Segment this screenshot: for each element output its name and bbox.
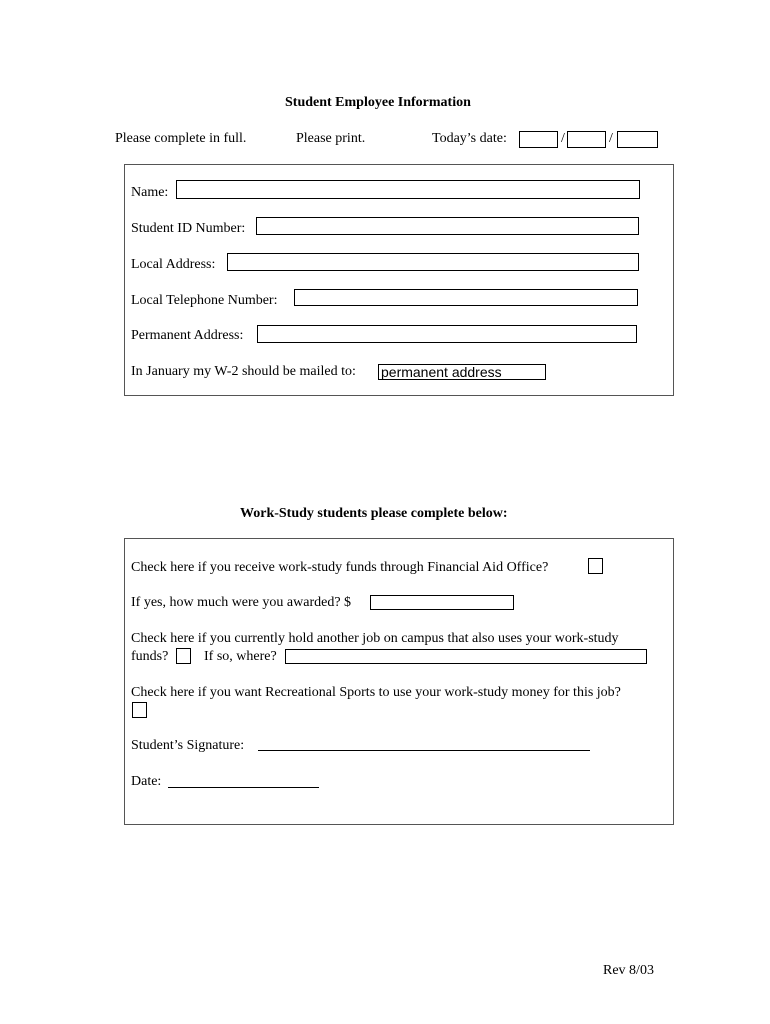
student-id-field[interactable] <box>256 217 639 235</box>
name-label: Name: <box>131 185 169 200</box>
form-title: Student Employee Information <box>285 95 471 110</box>
name-field[interactable] <box>176 180 640 199</box>
permanent-address-label: Permanent Address: <box>131 328 244 343</box>
date-separator: / <box>561 131 565 146</box>
instruction-complete: Please complete in full. <box>115 131 247 146</box>
date-separator: / <box>609 131 613 146</box>
w2-mailing-select[interactable]: permanent address <box>378 364 546 380</box>
date-line[interactable] <box>168 787 319 788</box>
instruction-print: Please print. <box>296 131 366 146</box>
rec-sports-checkbox[interactable] <box>132 702 147 718</box>
local-address-field[interactable] <box>227 253 639 271</box>
where-label: If so, where? <box>204 649 277 664</box>
signature-line[interactable] <box>258 750 590 751</box>
awarded-amount-field[interactable] <box>370 595 514 610</box>
work-study-section <box>124 538 674 825</box>
other-job-label: Check here if you currently hold another job on campus that also uses your work-study <box>131 631 619 646</box>
revision-note: Rev 8/03 <box>603 963 654 978</box>
w2-label: In January my W-2 should be mailed to: <box>131 364 356 379</box>
work-study-heading: Work-Study students please complete below: <box>240 506 508 521</box>
other-job-checkbox[interactable] <box>176 648 191 664</box>
date-year-field[interactable] <box>617 131 658 148</box>
date-label: Date: <box>131 774 162 789</box>
fa-work-study-checkbox[interactable] <box>588 558 603 574</box>
todays-date-label: Today’s date: <box>432 131 507 146</box>
local-phone-label: Local Telephone Number: <box>131 293 278 308</box>
date-day-field[interactable] <box>567 131 606 148</box>
other-job-where-field[interactable] <box>285 649 647 664</box>
fa-check-label: Check here if you receive work-study funds through Financial Aid Office? <box>131 560 549 575</box>
awarded-label: If yes, how much were you awarded? $ <box>131 595 352 610</box>
local-phone-field[interactable] <box>294 289 638 306</box>
rec-sports-label: Check here if you want Recreational Sports to use your work-study money for this job? <box>131 685 621 700</box>
signature-label: Student’s Signature: <box>131 738 245 753</box>
student-id-label: Student ID Number: <box>131 221 246 236</box>
date-month-field[interactable] <box>519 131 558 148</box>
local-address-label: Local Address: <box>131 257 216 272</box>
permanent-address-field[interactable] <box>257 325 637 343</box>
other-job-label-cont: funds? <box>131 649 169 664</box>
